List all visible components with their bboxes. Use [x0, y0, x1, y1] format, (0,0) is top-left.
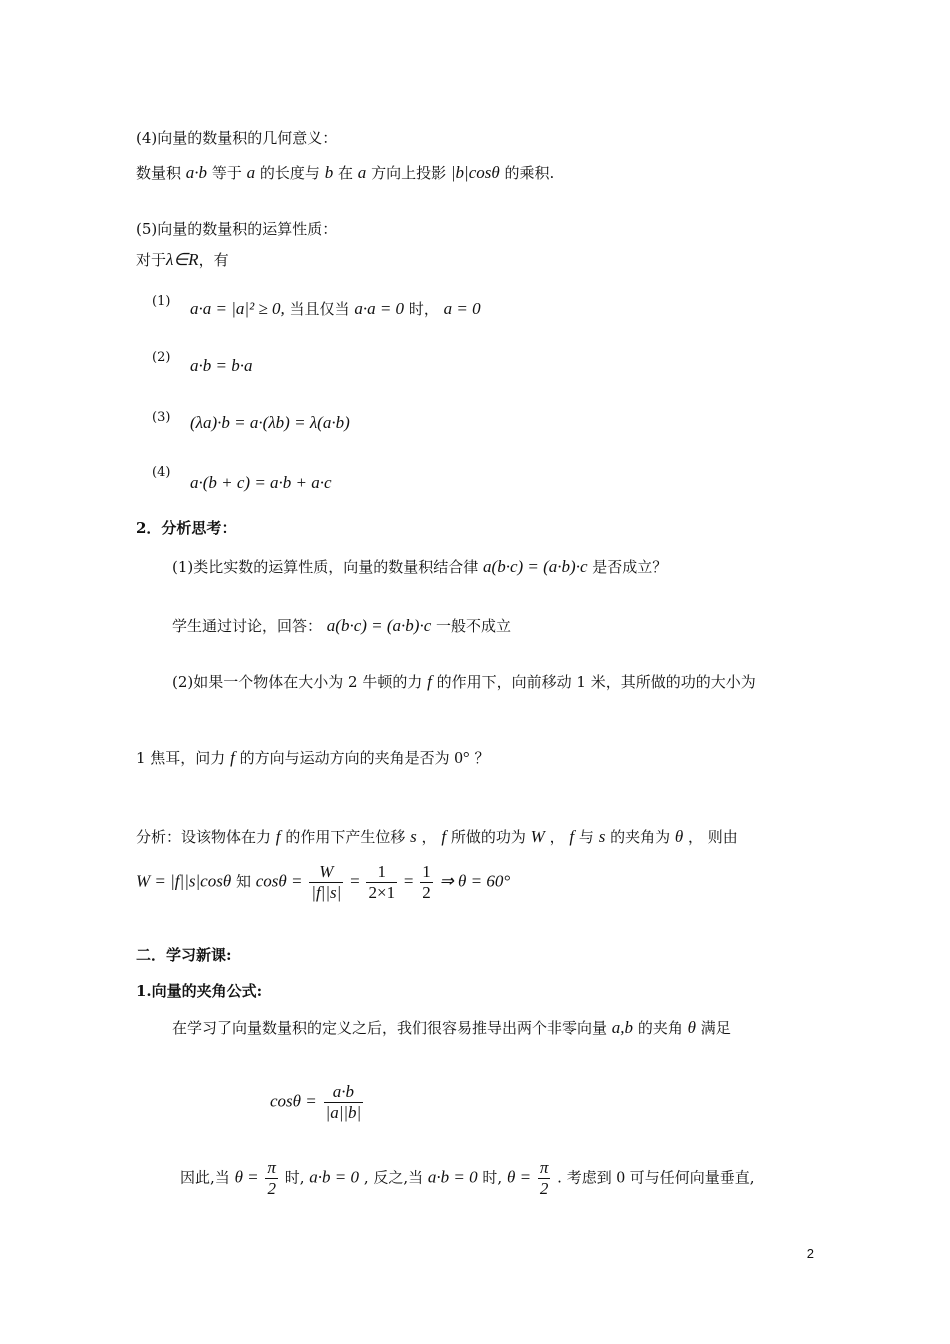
fraction-denominator: 2	[539, 1179, 549, 1198]
text: ，	[421, 828, 437, 846]
text: 数量积	[136, 164, 182, 182]
math-ab: a,b	[611, 1018, 634, 1037]
math-expr: a·b = 0	[309, 1167, 360, 1187]
math-ab: a·b	[185, 163, 208, 182]
fraction-numerator: 1	[422, 862, 431, 881]
text: 1 焦耳，问力	[136, 749, 226, 767]
text: 分析：设该物体在力	[136, 828, 272, 846]
math-f: f	[427, 672, 432, 691]
formula-intro	[172, 1018, 731, 1038]
text: 知	[235, 872, 251, 891]
math-s: s	[410, 827, 417, 846]
property-2-index: (2)	[152, 350, 171, 365]
math-expr: a = 0	[443, 299, 481, 318]
text: (2)如果一个物体在大小为 2 牛顿的力	[172, 673, 423, 691]
fraction-ab-over-norms	[324, 1082, 364, 1123]
text: 对于	[136, 251, 167, 269]
math-cos: cosθ =	[270, 1091, 317, 1111]
fraction-1-over-2x1	[366, 862, 397, 903]
fraction-1-over-2	[420, 862, 433, 903]
math-f: f	[441, 827, 447, 846]
property-3: (λa)·b = a·(λb) = λ(a·b)	[190, 413, 350, 432]
angle-formula-heading: 1.向量的夹角公式:	[136, 982, 263, 1000]
fraction-numerator: π	[539, 1158, 549, 1177]
math-expr: a·a = 0	[354, 299, 405, 318]
text: 等于	[211, 164, 242, 182]
math-expr: a·a = |a|² ≥ 0,	[190, 299, 285, 318]
math-f: f	[230, 748, 235, 767]
text: ，	[549, 828, 565, 846]
think-heading: 2．分析思考：	[136, 519, 237, 537]
fraction-denominator: 2×1	[368, 883, 396, 902]
math-f: f	[275, 827, 281, 846]
equals-sign: =	[350, 871, 360, 891]
text: 的作用下，向前移动 1 米，其所做的功的大小为	[436, 673, 756, 691]
math-theta: θ	[687, 1018, 696, 1037]
text: 在学习了向量数量积的定义之后，我们很容易推导出两个非零向量	[172, 1019, 608, 1037]
question-1	[172, 557, 667, 577]
property-4-index: (4)	[152, 465, 171, 480]
math-lambda-in-r: λ∈R	[166, 250, 199, 269]
text: 因此,当	[180, 1168, 230, 1187]
math-a: a	[246, 163, 256, 182]
text: 满足	[700, 1019, 731, 1037]
text: 与	[578, 828, 594, 846]
math-projection: |b|cosθ	[450, 163, 500, 182]
math-theta: θ =	[234, 1167, 259, 1187]
section-4-heading: (4)向量的数量积的几何意义：	[136, 129, 338, 147]
text: 的作用下产生位移	[285, 828, 406, 846]
fraction-denominator: 2	[267, 1179, 276, 1198]
text: 时，	[408, 300, 439, 318]
fraction-pi-over-2	[538, 1158, 551, 1199]
text: ， 则由	[688, 828, 738, 846]
fraction-numerator: π	[267, 1158, 276, 1177]
text: 时,	[284, 1168, 305, 1187]
math-expr: a(b·c) = (a·b)·c	[326, 616, 432, 635]
fraction-denominator: |a||b|	[325, 1103, 362, 1122]
text: 所做的功为	[450, 828, 526, 846]
angle-formula	[270, 1082, 365, 1123]
text: (1)类比实数的运算性质，向量的数量积结合律	[172, 558, 479, 576]
text: 的方向与运动方向的夹角是否为	[239, 749, 450, 767]
properties-intro	[136, 250, 229, 270]
text: 的乘积.	[504, 164, 555, 182]
text: 可与任何向量垂直,	[629, 1168, 755, 1187]
math-b: b	[324, 163, 334, 182]
math-work: W = |f||s|cosθ	[136, 871, 232, 891]
perpendicular-condition	[180, 1158, 755, 1199]
text: , 反之,当	[363, 1168, 424, 1187]
text: . 考虑到	[557, 1168, 612, 1187]
text: ，有	[198, 251, 229, 269]
fraction-denominator: |f||s|	[311, 883, 342, 902]
fraction-numerator: W	[309, 862, 343, 883]
math-theta: θ	[674, 827, 684, 846]
text: 学生通过讨论，回答：	[172, 617, 323, 635]
math-a: a	[357, 163, 367, 182]
property-3-index: (3)	[152, 410, 171, 425]
fraction-w-over-fs	[309, 862, 343, 903]
math-result: ⇒ θ = 60°	[439, 871, 511, 891]
section-5-heading: (5)向量的数量积的运算性质：	[136, 220, 338, 238]
math-expr: a(b·c) = (a·b)·c	[483, 557, 588, 576]
fraction-denominator: 2	[422, 883, 431, 902]
text: 在	[337, 164, 353, 182]
math-expr: a·b = 0	[427, 1167, 478, 1187]
text: 方向上投影	[371, 164, 447, 182]
text: 一般不成立	[436, 617, 512, 635]
text: 是否成立？	[592, 558, 668, 576]
math-w: W	[530, 827, 545, 846]
math-f: f	[569, 827, 575, 846]
property-4: a·(b + c) = a·b + a·c	[190, 473, 332, 492]
analysis-line	[136, 827, 738, 847]
text: 当且仅当	[289, 300, 350, 318]
math-cos: cosθ =	[255, 871, 303, 891]
text: 的长度与	[259, 164, 320, 182]
new-lesson-heading: 二．学习新课:	[136, 946, 232, 964]
property-2: a·b = b·a	[190, 356, 253, 375]
property-1-index: (1)	[152, 294, 171, 309]
work-equation	[136, 862, 510, 903]
math-theta: θ =	[506, 1167, 532, 1187]
text: 时,	[482, 1168, 503, 1187]
question-2-line-2	[136, 748, 490, 768]
fraction-numerator: 1	[366, 862, 397, 883]
math-s: s	[598, 827, 606, 846]
text: 的夹角	[637, 1019, 683, 1037]
text: ？	[474, 749, 490, 767]
equals-sign: =	[403, 871, 414, 891]
page-number: 2	[806, 1246, 814, 1261]
property-1	[190, 299, 481, 319]
fraction-pi-over-2	[265, 1158, 278, 1199]
fraction-numerator: a·b	[324, 1082, 364, 1103]
math-zero: 0	[616, 1167, 625, 1187]
text: 的夹角为	[610, 828, 671, 846]
question-2-line-1	[172, 672, 756, 692]
math-zero-degree: 0°	[454, 748, 470, 767]
geometric-meaning-line	[136, 163, 554, 183]
answer-1	[172, 616, 511, 636]
